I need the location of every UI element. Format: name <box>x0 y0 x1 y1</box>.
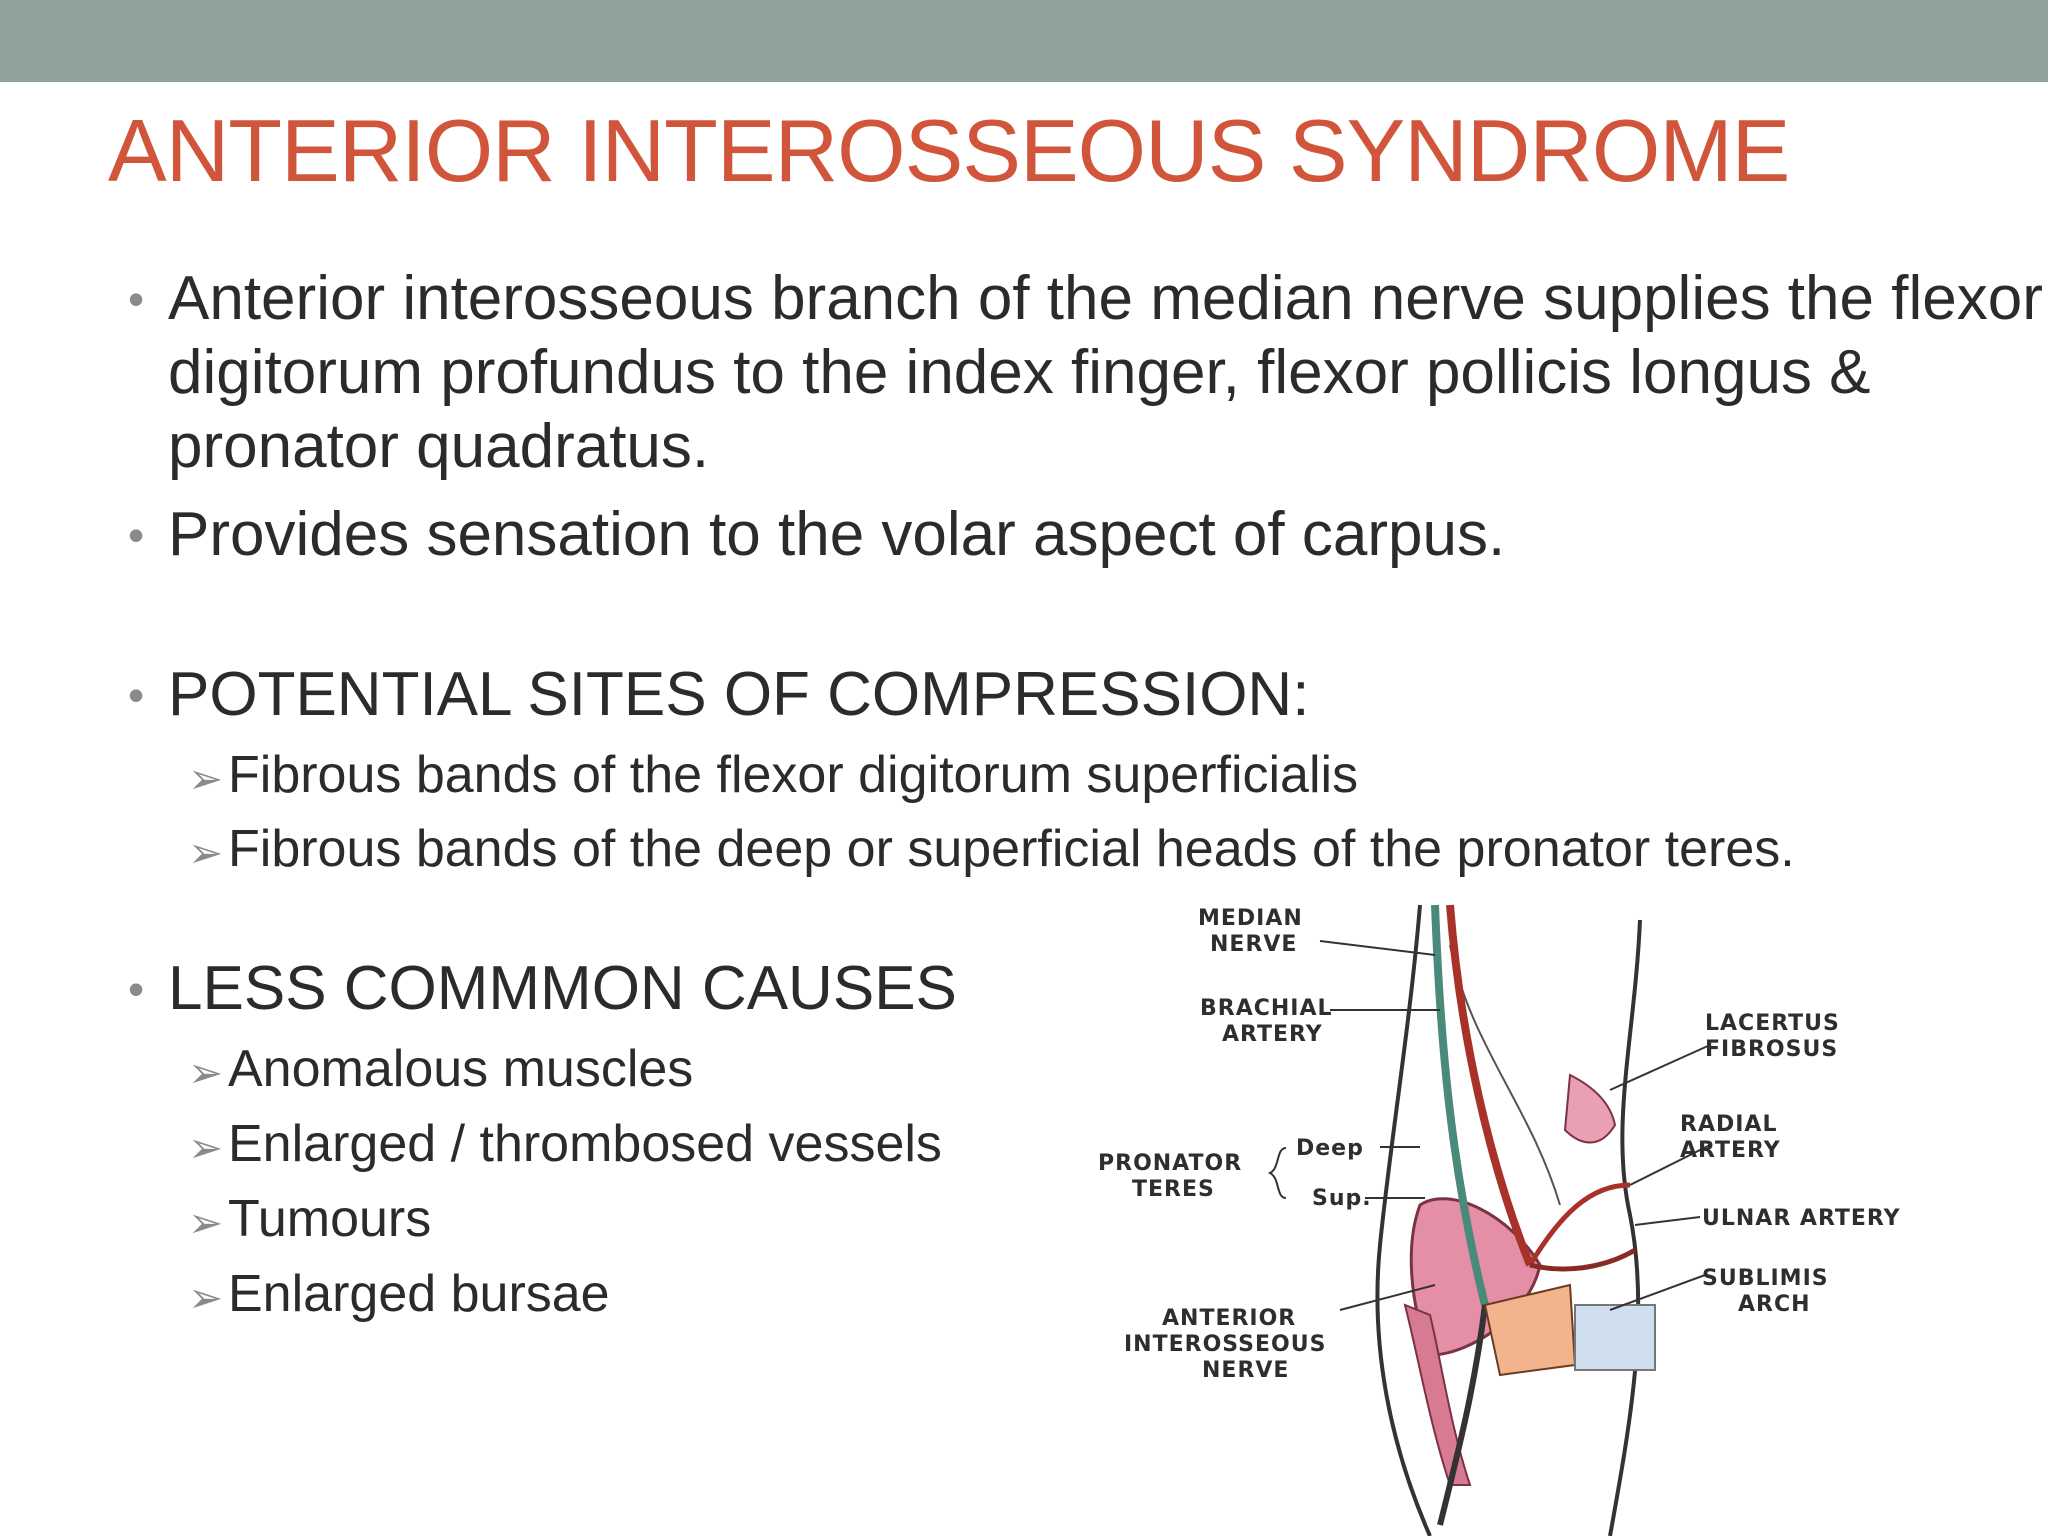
arrow-bullet-icon: ➢ <box>188 755 224 802</box>
sub-bullet-text: Enlarged bursae <box>228 1265 610 1323</box>
contour-line <box>1450 945 1560 1205</box>
label-superficial-head: Sup. <box>1312 1186 1372 1211</box>
label-deep-head: Deep <box>1296 1136 1364 1161</box>
retractor <box>1575 1305 1655 1370</box>
label-sublimis-arch: ARCH <box>1738 1292 1811 1317</box>
label-brachial-artery: ARTERY <box>1222 1022 1323 1047</box>
label-brachial-artery: BRACHIAL <box>1200 996 1333 1021</box>
label-radial-artery: RADIAL <box>1680 1112 1778 1137</box>
bullet-text: LESS COMMMON CAUSES <box>168 954 957 1023</box>
label-anterior-interosseous-nerve: INTEROSSEOUS <box>1124 1332 1327 1357</box>
label-lacertus-fibrosus: FIBROSUS <box>1705 1037 1839 1062</box>
sub-bullet-text: Anomalous muscles <box>228 1040 694 1098</box>
ulnar-artery <box>1530 1250 1635 1269</box>
label-ulnar-artery: ULNAR ARTERY <box>1702 1206 1901 1231</box>
slide-title: ANTERIOR INTEROSSEOUS SYNDROME <box>108 101 1790 200</box>
bullet-dot-icon: • <box>128 963 145 1015</box>
label-anterior-interosseous-nerve: NERVE <box>1202 1358 1290 1383</box>
arrow-bullet-icon: ➢ <box>188 1199 224 1246</box>
label-pronator-teres: PRONATOR <box>1098 1151 1243 1176</box>
arrow-bullet-icon: ➢ <box>188 1049 224 1096</box>
sub-bullet-text: Fibrous bands of the deep or superficial heads of the pronator teres. <box>228 820 1795 878</box>
anatomy-diagram <box>1090 885 1950 1536</box>
bullet-dot-icon: • <box>128 273 145 325</box>
label-pronator-teres: TERES <box>1132 1177 1215 1202</box>
arrow-bullet-icon: ➢ <box>188 1124 224 1171</box>
sub-bullet-text: Fibrous bands of the flexor digitorum superficialis <box>228 746 1359 804</box>
label-anterior-interosseous-nerve: ANTERIOR <box>1162 1306 1297 1331</box>
label-sublimis-arch: SUBLIMIS <box>1702 1266 1829 1291</box>
sub-bullet-text: Tumours <box>228 1190 432 1248</box>
arrow-bullet-icon: ➢ <box>188 829 224 876</box>
label-median-nerve: MEDIAN <box>1198 906 1303 931</box>
label-lacertus-fibrosus: LACERTUS <box>1705 1011 1840 1036</box>
label-median-nerve: NERVE <box>1210 932 1298 957</box>
bullet-text: POTENTIAL SITES OF COMPRESSION: <box>168 660 1310 729</box>
radial-artery <box>1530 1185 1630 1265</box>
bullet-dot-icon: • <box>128 669 145 721</box>
label-radial-artery: ARTERY <box>1680 1138 1781 1163</box>
lacertus-fibrosus <box>1565 1075 1615 1143</box>
bullet-text: Provides sensation to the volar aspect of carpus. <box>168 500 1506 569</box>
bullet-dot-icon: • <box>128 509 145 561</box>
arrow-bullet-icon: ➢ <box>188 1274 224 1321</box>
sub-bullet-text: Enlarged / thrombosed vessels <box>228 1115 942 1173</box>
arm-outline-right <box>1610 920 1640 1536</box>
bullet-text: Anterior interosseous branch of the median nerve supplies the flexor digitorum profundus to the index finger, flexor pollicis longus & pronator quadratus. <box>168 264 2043 481</box>
brace-icon <box>1270 1148 1286 1198</box>
